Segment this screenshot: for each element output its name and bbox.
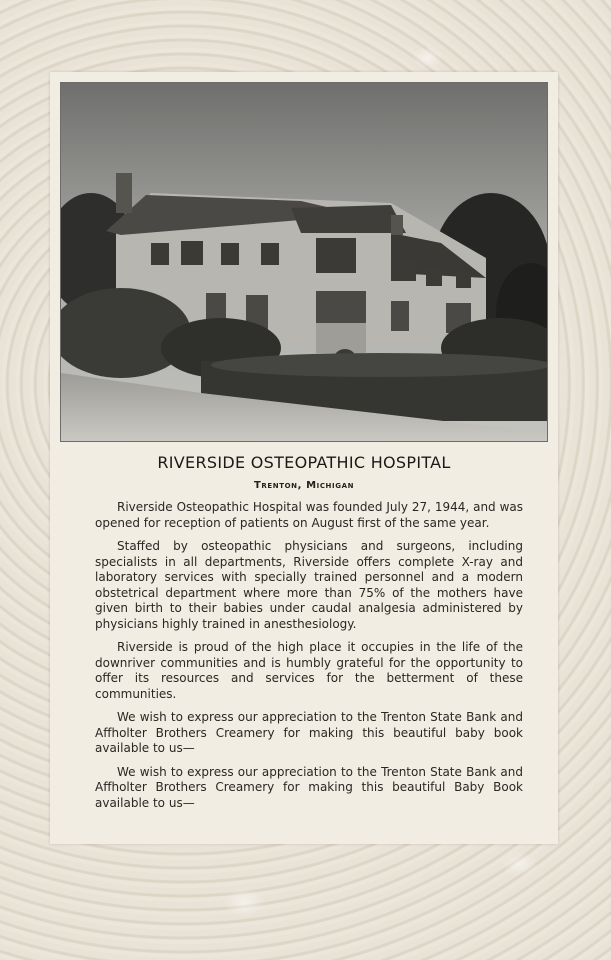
paragraph-founding: Riverside Osteopathic Hospital was founded July 27, 1944, and was opened for reception of patients on August first of the same year.	[95, 500, 523, 530]
paragraph-services: Staffed by osteopathic physicians and surgeons, including specialists in all departments, Riverside offers complete X-ray and laboratory services with specially trained personnel and a modern obstetrical department where more than 75% of the mothers have given birth to their babies under caudal analgesia administered by physicians highly trained in anesthesiology.	[95, 539, 523, 631]
body-text	[95, 500, 523, 819]
paragraph-appreciation-1: We wish to express our appreciation to the Trenton State Bank and Affholter Brothers Creamery for making this beautiful baby book available to us—	[95, 710, 523, 755]
page-insert	[50, 72, 558, 844]
paragraph-appreciation-2: We wish to express our appreciation to the Trenton State Bank and Affholter Brothers Creamery for making this beautiful Baby Book available to us—	[95, 764, 523, 810]
paragraph-community: Riverside is proud of the high place it occupies in the life of the downriver communities and is humbly grateful for the opportunity to offer its resources and services for the betterment of these communities.	[95, 640, 523, 701]
location-subtitle: Trenton, Michigan	[253, 480, 355, 491]
hospital-building-photo	[60, 82, 548, 442]
page-title: RIVERSIDE OSTEOPATHIC HOSPITAL	[157, 453, 451, 472]
